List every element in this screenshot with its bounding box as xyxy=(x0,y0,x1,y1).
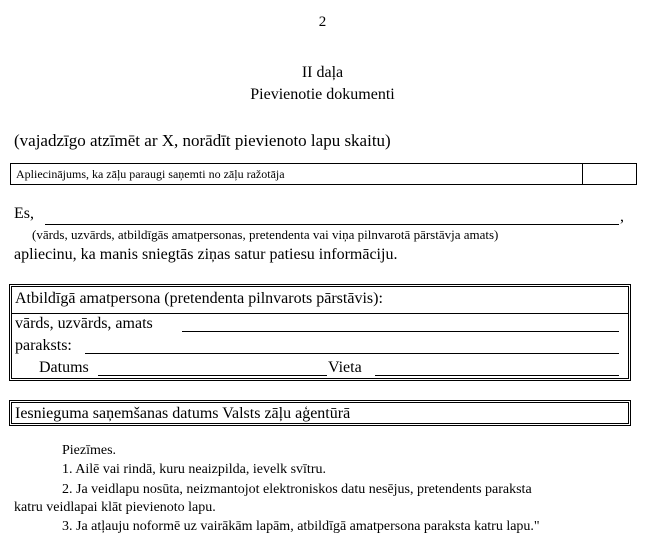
official-date-label: Datums xyxy=(39,359,89,376)
receipt-date-box[interactable] xyxy=(9,400,631,426)
official-place-label: Vieta xyxy=(328,359,362,376)
part-title: II daļa xyxy=(301,64,344,81)
official-signature-label: paraksts: xyxy=(15,337,72,354)
attached-document-row xyxy=(10,163,637,185)
receipt-date-label: Iesnieguma saņemšanas datums Valsts zāļu aģentūrā xyxy=(15,405,351,422)
declaration-statement: apliecinu, ka manis sniegtās ziņas satur patiesu informāciju. xyxy=(14,246,398,263)
official-name-label: vārds, uzvārds, amats xyxy=(15,315,153,332)
instruction-text: (vajadzīgo atzīmēt ar X, norādīt pievienoto lapu skaitu) xyxy=(14,131,391,150)
official-place-line[interactable] xyxy=(375,375,619,376)
official-signature-line[interactable] xyxy=(85,353,619,354)
declaration-comma: , xyxy=(620,208,624,225)
attached-document-label: Apliecinājums, ka zāļu paraugi saņemti no zāļu ražotāja xyxy=(16,167,285,181)
notes-title: Piezīmes. xyxy=(62,443,117,458)
note-3: 3. Ja atļauju noformē uz vairākām lapām, atbildīgā amatpersona paraksta katru lapu." xyxy=(62,519,540,534)
part-subtitle: Pievienotie dokumenti xyxy=(250,86,395,103)
official-date-line[interactable] xyxy=(98,375,327,376)
official-box-divider xyxy=(12,313,628,314)
declaration-es-label: Es, xyxy=(14,205,34,222)
note-2-line-2: katru veidlapai klāt pievienoto lapu. xyxy=(14,500,216,515)
official-heading: Atbildīgā amatpersona (pretendenta pilnvarots pārstāvis): xyxy=(15,290,383,307)
note-1: 1. Ailē vai rindā, kuru neaizpilda, ievelk svītru. xyxy=(62,462,326,477)
declaration-name-line[interactable] xyxy=(45,224,619,225)
responsible-official-box xyxy=(9,284,631,381)
attached-document-count-cell[interactable] xyxy=(582,164,636,184)
note-2-line-1: 2. Ja veidlapu nosūta, neizmantojot elektroniskos datu nesējus, pretendents paraksta xyxy=(62,482,532,497)
declaration-hint: (vārds, uzvārds, atbildīgās amatpersonas, pretendenta vai viņa pilnvarotā pārstāvja amats) xyxy=(32,227,499,242)
official-name-line[interactable] xyxy=(182,331,619,332)
page-number: 2 xyxy=(318,14,327,30)
